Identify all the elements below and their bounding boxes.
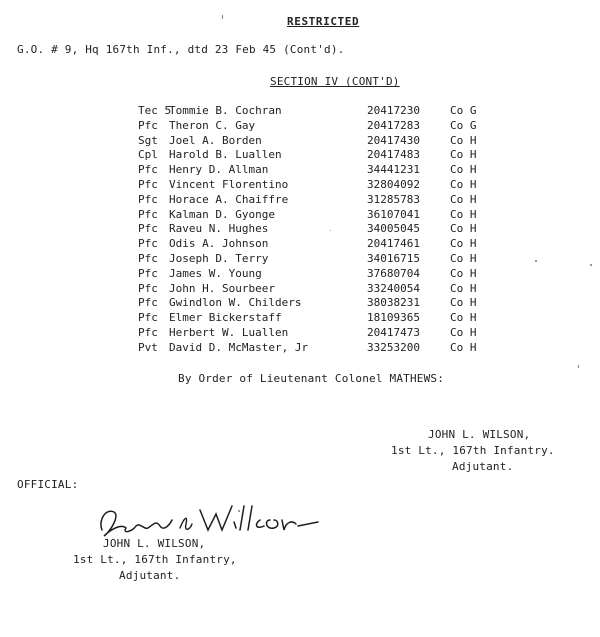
- company-cell: Co H: [450, 311, 477, 325]
- rank-cell: Pfc: [138, 281, 158, 295]
- roster-row: [138, 237, 518, 252]
- company-cell: Co H: [450, 133, 477, 147]
- company-cell: Co H: [450, 192, 477, 206]
- serial-number-cell: 32804092: [367, 177, 420, 191]
- name-cell: Theron C. Gay: [169, 118, 256, 132]
- serial-number-cell: 18109365: [367, 311, 420, 325]
- name-cell: Elmer Bickerstaff: [169, 311, 282, 325]
- company-cell: Co H: [450, 325, 477, 339]
- company-cell: Co G: [450, 118, 477, 132]
- company-cell: Co H: [450, 251, 477, 265]
- serial-number-cell: 20417230: [367, 104, 420, 117]
- rank-cell: Tec 5: [138, 104, 172, 117]
- serial-number-cell: 20417473: [367, 325, 420, 339]
- roster-row: [138, 267, 518, 282]
- scan-speck: [330, 230, 331, 231]
- name-cell: Horace A. Chaiffre: [169, 192, 289, 206]
- company-cell: Co H: [450, 281, 477, 295]
- company-cell: Co H: [450, 222, 477, 236]
- roster-row: [138, 119, 518, 134]
- roster-row: [138, 134, 518, 149]
- roster-row: [138, 341, 518, 356]
- rank-cell: Pvt: [138, 340, 158, 354]
- name-cell: Raveu N. Hughes: [169, 222, 269, 236]
- rank-cell: Pfc: [138, 266, 158, 280]
- roster-row: [138, 208, 518, 223]
- name-cell: David D. McMaster, Jr: [169, 340, 309, 354]
- serial-number-cell: 38038231: [367, 296, 420, 310]
- serial-number-cell: 37680704: [367, 266, 420, 280]
- rank-cell: Pfc: [138, 163, 158, 177]
- scan-speck: [535, 260, 537, 262]
- name-cell: Tommie B. Cochran: [169, 104, 282, 117]
- company-cell: Co H: [450, 207, 477, 221]
- roster-row: [138, 104, 518, 119]
- name-cell: James W. Young: [169, 266, 262, 280]
- serial-number-cell: 20417461: [367, 237, 420, 251]
- rank-cell: Pfc: [138, 296, 158, 310]
- official-label: OFFICIAL:: [17, 478, 79, 491]
- roster-row: [138, 282, 518, 297]
- name-cell: Kalman D. Gyonge: [169, 207, 275, 221]
- company-cell: Co H: [450, 148, 477, 162]
- name-cell: Gwindlon W. Childers: [169, 296, 302, 310]
- scan-speck: [590, 264, 592, 266]
- company-cell: Co G: [450, 104, 477, 117]
- name-cell: John H. Sourbeer: [169, 281, 275, 295]
- rank-cell: Pfc: [138, 311, 158, 325]
- roster-row: [138, 148, 518, 163]
- rank-cell: Pfc: [138, 222, 158, 236]
- rank-cell: Pfc: [138, 325, 158, 339]
- name-cell: Vincent Florentino: [169, 177, 289, 191]
- personnel-roster: [138, 104, 518, 356]
- general-order-line: G.O. # 9, Hq 167th Inf., dtd 23 Feb 45 (Cont'd).: [17, 43, 345, 56]
- company-cell: Co H: [450, 163, 477, 177]
- roster-row: [138, 178, 518, 193]
- classification-marking: RESTRICTED: [287, 15, 360, 28]
- rank-cell: Pfc: [138, 118, 158, 132]
- scan-speck: [578, 365, 579, 368]
- rank-cell: Pfc: [138, 237, 158, 251]
- company-cell: Co H: [450, 340, 477, 354]
- serial-number-cell: 33240054: [367, 281, 420, 295]
- rank-cell: Pfc: [138, 177, 158, 191]
- signature-block-title: 1st Lt., 167th Infantry.: [391, 444, 555, 457]
- roster-row: [138, 222, 518, 237]
- serial-number-cell: 34016715: [367, 251, 420, 265]
- company-cell: Co H: [450, 237, 477, 251]
- rank-cell: Pfc: [138, 207, 158, 221]
- section-title: SECTION IV (CONT'D): [270, 75, 400, 88]
- roster-row: [138, 296, 518, 311]
- roster-row: [138, 252, 518, 267]
- rank-cell: Sgt: [138, 133, 158, 147]
- order-authority-line: By Order of Lieutenant Colonel MATHEWS:: [178, 372, 445, 385]
- serial-number-cell: 33253200: [367, 340, 420, 354]
- rank-cell: Cpl: [138, 148, 158, 162]
- serial-number-cell: 31285783: [367, 192, 420, 206]
- signature-block-name: JOHN L. WILSON,: [428, 428, 531, 441]
- company-cell: Co H: [450, 266, 477, 280]
- official-signature-title: 1st Lt., 167th Infantry,: [73, 553, 237, 566]
- roster-row: [138, 311, 518, 326]
- rank-cell: Pfc: [138, 192, 158, 206]
- name-cell: Odis A. Johnson: [169, 237, 269, 251]
- roster-row: [138, 193, 518, 208]
- name-cell: Herbert W. Luallen: [169, 325, 289, 339]
- serial-number-cell: 20417283: [367, 118, 420, 132]
- serial-number-cell: 20417483: [367, 148, 420, 162]
- name-cell: Henry D. Allman: [169, 163, 269, 177]
- official-signature-role: Adjutant.: [119, 569, 181, 582]
- official-signature-name: JOHN L. WILSON,: [103, 537, 206, 550]
- serial-number-cell: 34441231: [367, 163, 420, 177]
- signature-block-role: Adjutant.: [452, 460, 514, 473]
- serial-number-cell: 20417430: [367, 133, 420, 147]
- rank-cell: Pfc: [138, 251, 158, 265]
- company-cell: Co H: [450, 296, 477, 310]
- roster-row: [138, 163, 518, 178]
- name-cell: Joseph D. Terry: [169, 251, 269, 265]
- name-cell: Harold B. Luallen: [169, 148, 282, 162]
- serial-number-cell: 36107041: [367, 207, 420, 221]
- scan-speck: [238, 510, 240, 512]
- serial-number-cell: 34005045: [367, 222, 420, 236]
- scan-speck: [222, 15, 223, 19]
- roster-row: [138, 326, 518, 341]
- name-cell: Joel A. Borden: [169, 133, 262, 147]
- company-cell: Co H: [450, 177, 477, 191]
